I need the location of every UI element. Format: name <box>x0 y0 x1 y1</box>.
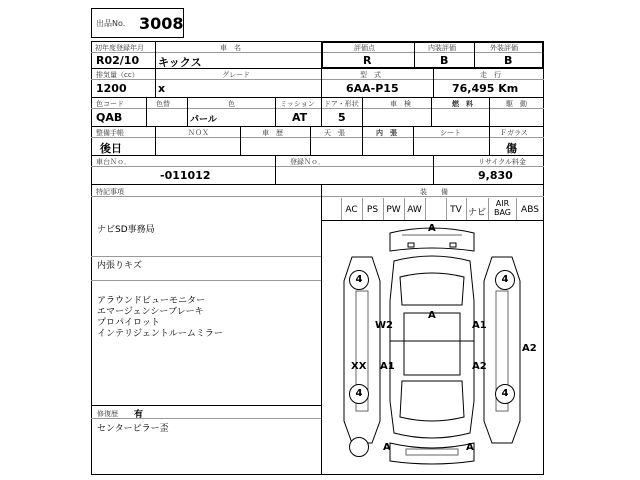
grade-value: x <box>158 82 166 95</box>
mark-rear-left: A <box>383 442 391 453</box>
mark-front-bumper: A <box>428 223 436 234</box>
cc-value: 1200 <box>96 82 127 95</box>
note-line-3: アラウンドビューモニター <box>97 296 206 306</box>
roof-label: 天 張 <box>324 129 345 137</box>
lot-number: 3008 <box>139 14 184 33</box>
note-line-4: エマージェンシーブレーキ <box>97 307 204 317</box>
nox-label: ＮＯＸ <box>188 129 209 137</box>
grade-label: グレード <box>222 71 250 79</box>
mark-left-front-door: W2 <box>375 320 393 331</box>
color-label: 色 <box>228 100 235 108</box>
recycle-label: リサイクル料金 <box>478 158 527 166</box>
spare-tire <box>349 437 369 457</box>
colorcode-label: 色コード <box>96 100 124 108</box>
name-value: キックス <box>158 56 202 69</box>
equip-airbag: AIR BAG <box>493 199 512 217</box>
reg-value: R02/10 <box>96 54 140 67</box>
equip-ps: PS <box>366 205 379 215</box>
name-label: 車 名 <box>220 44 241 52</box>
car-diagram <box>322 221 543 474</box>
chassis-label: 車台Ｎｏ． <box>96 158 131 166</box>
chassis-value: -011012 <box>160 169 211 182</box>
equip-aw: AW <box>407 205 422 215</box>
color-value: パール <box>190 115 217 125</box>
note-line-2: 内張りキズ <box>97 261 142 271</box>
exterior-score-value: B <box>504 54 513 67</box>
doors-label: ドア・形状 <box>324 100 359 108</box>
model-label: 型 式 <box>360 71 381 79</box>
fglass-label: Ｆガラス <box>500 129 528 137</box>
mileage-value: 76,495 Km <box>452 82 519 95</box>
mark-right-rear-door: A2 <box>472 361 487 372</box>
mark-left-pillar: XX <box>351 361 367 372</box>
mission-label: ミッション <box>280 100 315 108</box>
fglass-value: 傷 <box>506 142 517 155</box>
seat-label: シート <box>440 129 461 137</box>
inspection-label: 車 検 <box>390 100 411 108</box>
mark-right-front-door: A1 <box>472 320 487 331</box>
fuel-label: 燃 料 <box>452 100 473 108</box>
equipment-label: 装 備 <box>420 188 448 196</box>
exterior-score-label: 外装評価 <box>490 44 518 52</box>
repair-note: センターピラー歪 <box>97 424 169 434</box>
history-label: 車 歴 <box>262 129 283 137</box>
cc-label: 排気量（cc） <box>96 71 139 79</box>
score-value: R <box>363 54 372 67</box>
mileage-label: 走 行 <box>480 71 501 79</box>
recycle-value: 9,830 <box>478 169 513 182</box>
notes-label: 特記事項 <box>96 188 124 196</box>
equip-ac: AC <box>345 205 358 215</box>
mark-left-rear-door: A1 <box>380 361 395 372</box>
equip-pw: PW <box>386 205 401 215</box>
repair-label: 修復歴 <box>97 410 118 418</box>
tire-front-right: 4 <box>495 270 515 290</box>
score-label: 評価点 <box>354 44 375 52</box>
equip-tv: TV <box>450 205 462 215</box>
note-line-5: プロパイロット <box>97 318 160 328</box>
equip-abs: ABS <box>521 205 539 215</box>
reg-label: 初年度登録年月 <box>95 44 144 52</box>
mission-value: AT <box>292 111 308 124</box>
repair-value: 有 <box>134 410 144 420</box>
regno-label: 登録Ｎｏ． <box>290 158 325 166</box>
mark-rear-right: A <box>466 442 474 453</box>
tire-rear-left: 4 <box>349 384 369 404</box>
tire-rear-right: 4 <box>495 384 515 404</box>
mark-roof: A <box>428 310 436 321</box>
manual-value: 後日 <box>100 142 122 155</box>
note-line-1: ナビSD事務局 <box>97 225 155 235</box>
interior-score-value: B <box>440 54 449 67</box>
mark-right-side: A2 <box>522 343 537 354</box>
doors-value: 5 <box>338 111 346 124</box>
interior-trim-label: 内 張 <box>376 129 397 137</box>
manual-label: 整備手帳 <box>96 129 124 137</box>
note-line-6: インテリジェントルームミラー <box>97 329 223 339</box>
lot-label: 出品No. <box>96 19 126 28</box>
tire-front-left: 4 <box>349 270 369 290</box>
colorcode-value: QAB <box>96 111 123 124</box>
drive-label: 駆 動 <box>506 100 527 108</box>
interior-score-label: 内装評価 <box>428 44 456 52</box>
colorchange-label: 色替 <box>156 100 170 108</box>
equip-navi: ナビ <box>467 208 486 218</box>
model-value: 6AA-P15 <box>346 82 399 95</box>
